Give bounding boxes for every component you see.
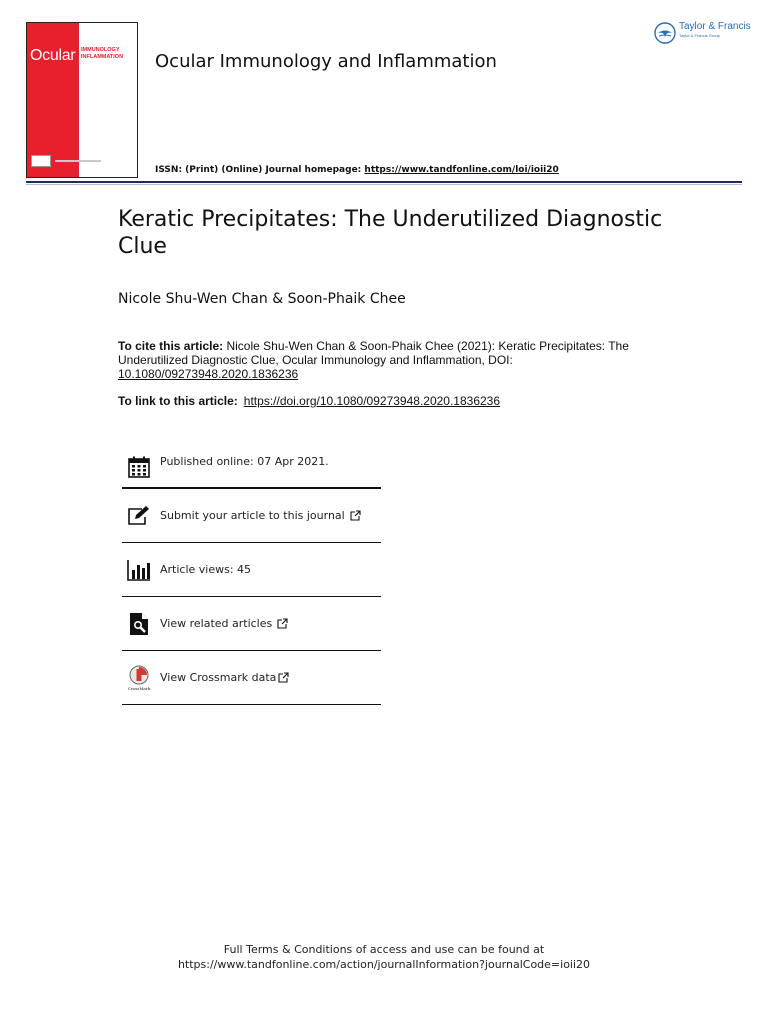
citation-text: Nicole Shu-Wen Chan & Soon-Phaik Chee (2021): Keratic Precipitates: The Underutilized Diagnostic Clue, Ocular Immunology and Inflammation, DOI: [118,339,629,367]
journal-cover [26,22,138,178]
article-info-panel [122,447,381,705]
article-views-row [122,543,381,596]
article-doi-link[interactable]: https://doi.org/10.1080/09273948.2020.1836236 [243,394,501,408]
cover-footer-line [55,160,101,162]
footer-terms [0,942,768,972]
cover-subtitle: IMMUNOLOGY INFLAMMATION [81,47,124,60]
external-link-icon [278,672,289,683]
bar-chart-icon [127,558,151,582]
citation-label: To cite this article: [118,339,224,353]
edit-icon [127,504,151,528]
citation-doi-link[interactable]: 10.1080/09273948.2020.1836236 [118,367,299,381]
crossmark-logo-label: CrossMark [127,685,151,691]
submit-article-row[interactable] [122,489,381,542]
article-authors: Nicole Shu-Wen Chan & Soon-Phaik Chee [118,291,406,307]
crossmark-link[interactable]: View Crossmark data [160,671,277,684]
divider [122,704,381,705]
crossmark-row[interactable] [122,651,381,704]
footer-line1: Full Terms & Conditions of access and use can be found at [223,943,545,956]
cover-publisher-logo [31,155,51,167]
submit-article-link[interactable]: Submit your article to this journal [160,509,345,522]
article-link-block [118,394,500,408]
article-views: Article views: 45 [160,563,252,576]
article-title: Keratic Precipitates: The Underutilized Diagnostic Clue [118,207,663,259]
published-date: Published online: 07 Apr 2021. [160,455,329,468]
citation-block [118,339,638,381]
footer-terms-link[interactable]: https://www.tandfonline.com/action/journalInformation?journalCode=ioii20 [177,958,591,971]
link-label: To link to this article: [118,394,238,408]
related-articles-link[interactable]: View related articles [160,617,273,630]
publisher-logo[interactable] [654,22,751,44]
document-search-icon [127,612,151,636]
external-link-icon [350,510,361,521]
external-link-icon [277,618,288,629]
cover-title-word: Ocular [30,47,76,64]
issn-line: ISSN: (Print) (Online) Journal homepage: https://www.tandfonline.com/loi/ioii20 [155,165,559,175]
calendar-icon [127,455,151,479]
header-rule [26,181,742,183]
publisher-name: Taylor & Francis [679,21,751,32]
published-row [122,447,381,487]
publisher-logo-icon [654,22,676,44]
related-articles-row[interactable] [122,597,381,650]
header-rule-shadow [26,184,742,185]
journal-homepage-link[interactable]: https://www.tandfonline.com/loi/ioii20 [364,165,559,175]
publisher-group: Taylor & Francis Group [679,33,720,38]
crossmark-icon [127,666,151,690]
journal-title: Ocular Immunology and Inflammation [155,51,497,72]
